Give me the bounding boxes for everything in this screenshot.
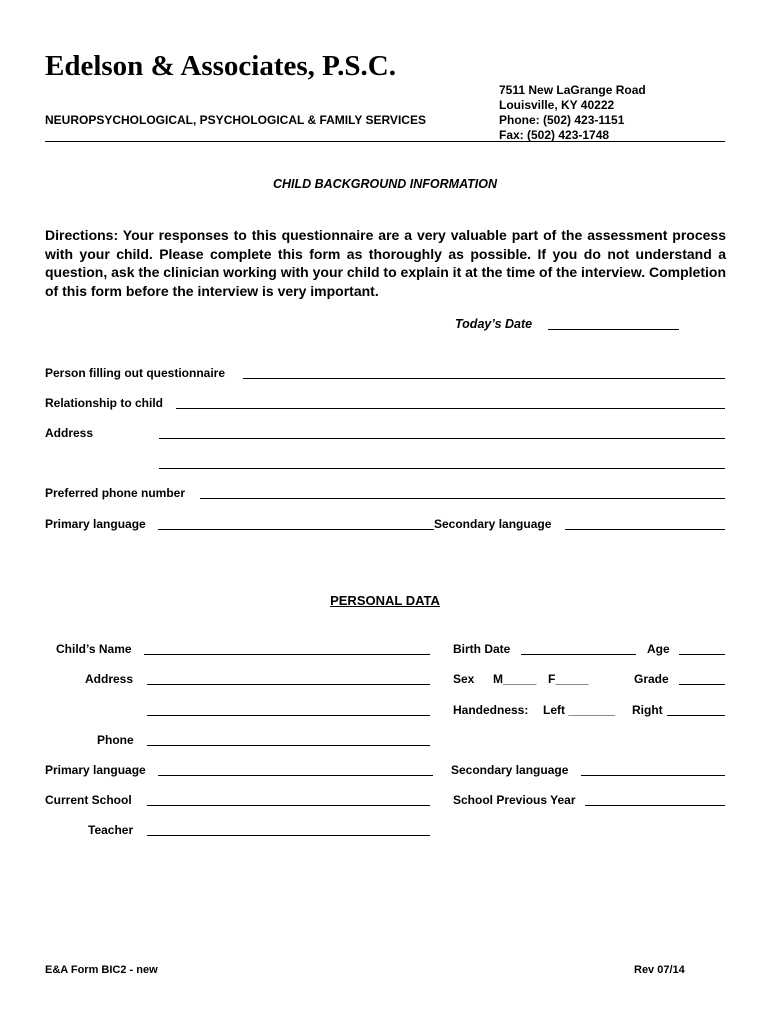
current-school-field[interactable] bbox=[147, 805, 430, 806]
respondent-address-label: Address bbox=[45, 426, 94, 440]
handedness-left-option[interactable]: Left _______ bbox=[543, 703, 616, 717]
respondent-secondary-language-field[interactable] bbox=[565, 529, 725, 530]
school-previous-year-field[interactable] bbox=[585, 805, 725, 806]
sex-male-option[interactable]: M_____ bbox=[493, 672, 537, 686]
handedness-label: Handedness: bbox=[453, 703, 529, 717]
personal-data-title: PERSONAL DATA bbox=[330, 593, 440, 608]
handedness-right-field[interactable] bbox=[667, 715, 725, 716]
child-address-field-2[interactable] bbox=[147, 715, 430, 716]
address-line-1: 7511 New LaGrange Road bbox=[499, 83, 646, 97]
form-title: CHILD BACKGROUND INFORMATION bbox=[272, 177, 498, 191]
childs-name-field[interactable] bbox=[144, 654, 430, 655]
respondent-primary-language-field[interactable] bbox=[158, 529, 434, 530]
todays-date-field[interactable] bbox=[548, 329, 679, 330]
child-phone-label: Phone bbox=[97, 733, 134, 747]
sex-female-option[interactable]: F_____ bbox=[548, 672, 589, 686]
person-filling-field[interactable] bbox=[243, 378, 725, 379]
school-previous-year-label: School Previous Year bbox=[453, 793, 576, 807]
firm-fax: Fax: (502) 423-1748 bbox=[499, 128, 610, 142]
firm-phone: Phone: (502) 423-1151 bbox=[499, 113, 625, 127]
child-secondary-language-label: Secondary language bbox=[451, 763, 569, 777]
child-phone-field[interactable] bbox=[147, 745, 430, 746]
teacher-label: Teacher bbox=[88, 823, 134, 837]
teacher-field[interactable] bbox=[147, 835, 430, 836]
child-address-field-1[interactable] bbox=[147, 684, 430, 685]
grade-field[interactable] bbox=[679, 684, 725, 685]
address-line-2: Louisville, KY 40222 bbox=[499, 98, 615, 112]
preferred-phone-label: Preferred phone number bbox=[45, 486, 186, 500]
birth-date-label: Birth Date bbox=[453, 642, 511, 656]
form-id: E&A Form BIC2 - new bbox=[45, 964, 158, 976]
services-tagline: NEUROPSYCHOLOGICAL, PSYCHOLOGICAL & FAMILY SERVICES bbox=[45, 113, 426, 127]
revision-date: Rev 07/14 bbox=[634, 964, 685, 976]
age-field[interactable] bbox=[679, 654, 725, 655]
directions-text: Directions: Your responses to this questionnaire are a very valuable part of the assessment process with your child. Please complete this form as thoroughly as possible. If you do not understand a question, ask the clinician working with your child to explain it at the time of the interview. Completion of this form before the interview is very important. bbox=[45, 227, 726, 299]
child-primary-language-label: Primary language bbox=[45, 763, 146, 777]
header-divider bbox=[45, 141, 725, 142]
firm-contact-block bbox=[499, 83, 646, 143]
person-filling-label: Person filling out questionnaire bbox=[45, 366, 226, 380]
birth-date-field[interactable] bbox=[521, 654, 636, 655]
child-address-label: Address bbox=[85, 672, 134, 686]
current-school-label: Current School bbox=[45, 793, 132, 807]
preferred-phone-field[interactable] bbox=[200, 498, 725, 499]
relationship-field[interactable] bbox=[176, 408, 725, 409]
child-primary-language-field[interactable] bbox=[158, 775, 433, 776]
todays-date-label: Today’s Date bbox=[455, 317, 533, 331]
handedness-right-label: Right bbox=[632, 703, 663, 717]
respondent-primary-language-label: Primary language bbox=[45, 517, 146, 531]
sex-label: Sex bbox=[453, 672, 475, 686]
child-secondary-language-field[interactable] bbox=[581, 775, 725, 776]
respondent-address-field-2[interactable] bbox=[159, 468, 725, 469]
age-label: Age bbox=[647, 642, 670, 656]
relationship-label: Relationship to child bbox=[45, 396, 164, 410]
respondent-address-field-1[interactable] bbox=[159, 438, 725, 439]
firm-name: Edelson & Associates, P.S.C. bbox=[45, 50, 397, 82]
childs-name-label: Child’s Name bbox=[56, 642, 132, 656]
grade-label: Grade bbox=[634, 672, 669, 686]
respondent-secondary-language-label: Secondary language bbox=[434, 517, 552, 531]
